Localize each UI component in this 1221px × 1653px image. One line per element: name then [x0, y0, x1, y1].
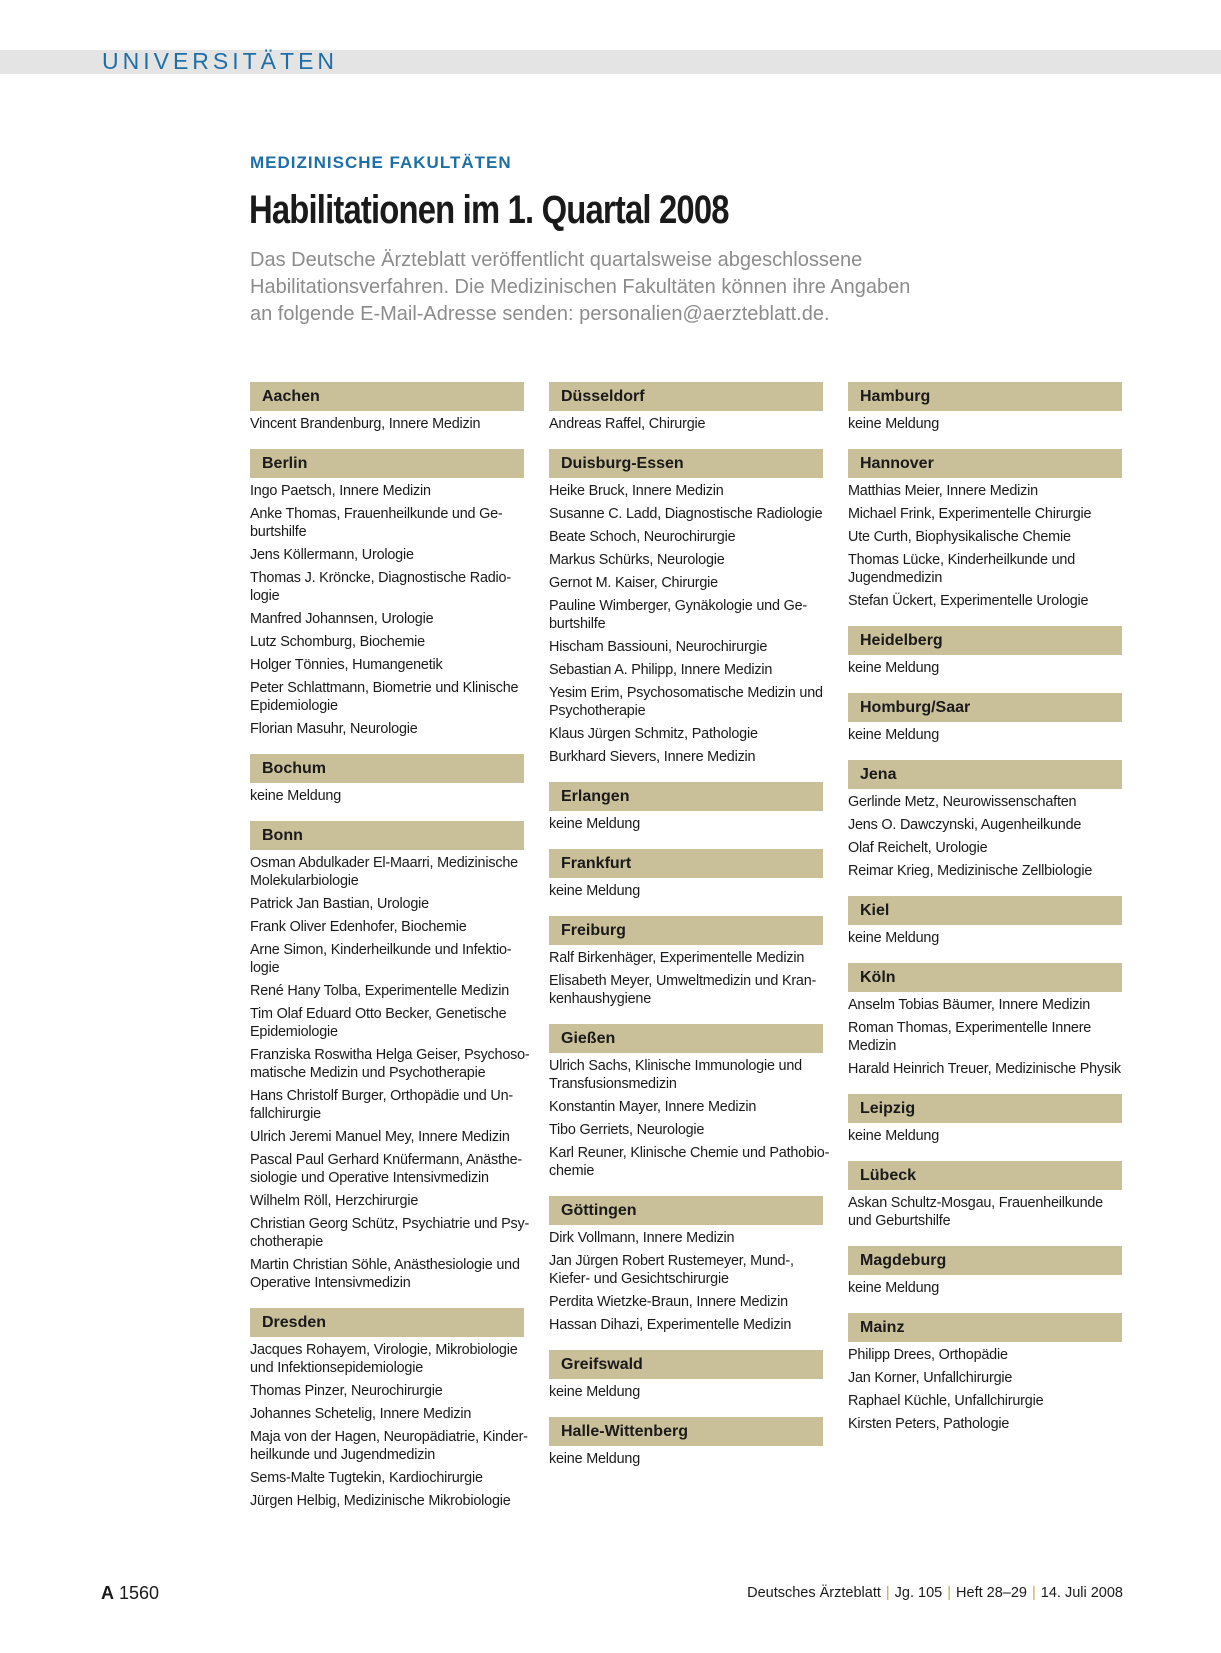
habilitation-entry: [848, 1415, 1122, 1433]
habilitation-entry: [848, 726, 1122, 744]
entry-line: Askan Schultz-Mosgau, Frauenheilkunde: [848, 1195, 1103, 1211]
lead-line: Habilitationsverfahren. Die Medizinischen Fakultäten können ihre Angaben: [250, 276, 911, 298]
faculty-block: [549, 916, 823, 1008]
habilitation-entry: [848, 415, 1122, 433]
entry-line: logie: [250, 960, 280, 976]
faculty-block: [549, 849, 823, 900]
habilitation-entry: [250, 1341, 524, 1377]
entry-line: Frank Oliver Edenhofer, Biochemie: [250, 919, 467, 935]
habilitation-entry: [848, 1392, 1122, 1410]
faculty-block: [549, 1196, 823, 1334]
habilitation-entry: [848, 929, 1122, 947]
entry-line: keine Meldung: [848, 1128, 940, 1144]
entry-line: und Infektionsepidemiologie: [250, 1360, 424, 1376]
habilitation-entry: [250, 482, 524, 500]
entry-line: keine Meldung: [549, 883, 641, 899]
faculty-block: [848, 1161, 1122, 1230]
journal-citation: [747, 1585, 1123, 1601]
habilitation-entry: [848, 1060, 1122, 1078]
habilitation-entry: [250, 415, 524, 433]
habilitation-entry: [250, 720, 524, 738]
habilitation-entry: [549, 1121, 823, 1139]
habilitation-entry: [848, 816, 1122, 834]
entry-line: Konstantin Mayer, Innere Medizin: [549, 1099, 757, 1115]
journal-issue: Heft 28–29: [956, 1585, 1027, 1601]
entry-line: Pauline Wimberger, Gynäkologie und Ge-: [549, 598, 807, 614]
habilitation-entry: [549, 574, 823, 592]
habilitation-entry: [549, 748, 823, 766]
habilitation-entry: [848, 592, 1122, 610]
habilitation-entry: [250, 1005, 524, 1041]
habilitation-entry: [549, 415, 823, 433]
entry-line: Lutz Schomburg, Biochemie: [250, 634, 425, 650]
faculty-city-heading: Hamburg: [848, 382, 1122, 411]
faculty-block: [250, 449, 524, 738]
entry-line: Sems-Malte Tugtekin, Kardiochirurgie: [250, 1470, 483, 1486]
entry-line: heilkunde und Jugendmedizin: [250, 1447, 436, 1463]
habilitation-entry: [549, 551, 823, 569]
entry-line: Psychotherapie: [549, 703, 646, 719]
entry-line: Ute Curth, Biophysikalische Chemie: [848, 529, 1071, 545]
entry-line: Olaf Reichelt, Urologie: [848, 840, 988, 856]
habilitation-entry: [848, 1346, 1122, 1364]
faculty-city-heading: Köln: [848, 963, 1122, 992]
entry-line: Wilhelm Röll, Herzchirurgie: [250, 1193, 419, 1209]
faculty-city-heading: Gießen: [549, 1024, 823, 1053]
entry-line: Hischam Bassiouni, Neurochirurgie: [549, 639, 768, 655]
habilitation-entry: [848, 839, 1122, 857]
entry-line: fallchirurgie: [250, 1106, 321, 1122]
faculty-city-heading: Dresden: [250, 1308, 524, 1337]
lead-line: Das Deutsche Ärzteblatt veröffentlicht quartalsweise abgeschlossene: [250, 249, 863, 271]
entry-line: keine Meldung: [848, 416, 940, 432]
entry-line: Operative Intensivmedizin: [250, 1275, 411, 1291]
habilitation-entry: [549, 482, 823, 500]
entry-line: Christian Georg Schütz, Psychiatrie und Psy-: [250, 1216, 530, 1232]
habilitation-entry: [250, 1382, 524, 1400]
entry-line: Thomas Lücke, Kinderheilkunde und: [848, 552, 1075, 568]
entry-line: Harald Heinrich Treuer, Medizinische Physik: [848, 1061, 1121, 1077]
entry-line: Perdita Wietzke-Braun, Innere Medizin: [549, 1294, 788, 1310]
habilitation-entry: [848, 1019, 1122, 1055]
entry-line: Patrick Jan Bastian, Urologie: [250, 896, 429, 912]
entry-line: Michael Frink, Experimentelle Chirurgie: [848, 506, 1092, 522]
entry-line: keine Meldung: [848, 660, 940, 676]
faculty-block: [549, 1024, 830, 1180]
entry-line: keine Meldung: [250, 788, 342, 804]
entry-line: burtshilfe: [549, 616, 606, 632]
entry-line: René Hany Tolba, Experimentelle Medizin: [250, 983, 510, 999]
divider: |: [947, 1585, 952, 1601]
entry-line: Markus Schürks, Neurologie: [549, 552, 725, 568]
habilitation-entry: [250, 1492, 524, 1510]
entry-line: Ulrich Sachs, Klinische Immunologie und: [549, 1058, 802, 1074]
entry-line: Andreas Raffel, Chirurgie: [549, 416, 706, 432]
faculty-block: [848, 760, 1122, 880]
entry-line: Ulrich Jeremi Manuel Mey, Innere Medizin: [250, 1129, 510, 1145]
habilitation-entry: [848, 528, 1122, 546]
habilitation-entry: [848, 1194, 1122, 1230]
faculty-block: [848, 1313, 1122, 1433]
column-3: [848, 382, 1122, 1449]
entry-line: Sebastian A. Philipp, Innere Medizin: [549, 662, 773, 678]
entry-line: Vincent Brandenburg, Innere Medizin: [250, 416, 481, 432]
entry-line: kenhaushygiene: [549, 991, 652, 1007]
faculty-city-heading: Lübeck: [848, 1161, 1122, 1190]
entry-line: chemie: [549, 1163, 595, 1179]
faculty-city-heading: Magdeburg: [848, 1246, 1122, 1275]
habilitation-entry: [549, 1316, 823, 1334]
entry-line: Anke Thomas, Frauenheilkunde und Ge-: [250, 506, 503, 522]
faculty-block: [848, 693, 1122, 744]
entry-line: Gernot M. Kaiser, Chirurgie: [549, 575, 718, 591]
faculty-city-heading: Homburg/Saar: [848, 693, 1122, 722]
habilitation-entry: [549, 1057, 823, 1093]
habilitation-entry: [250, 1151, 524, 1187]
habilitation-entry: [549, 1098, 823, 1116]
habilitation-entry: [848, 1279, 1122, 1297]
habilitation-entry: [549, 882, 823, 900]
habilitation-entry: [549, 1293, 823, 1311]
journal-name: Deutsches Ärzteblatt: [747, 1585, 881, 1601]
entry-line: Peter Schlattmann, Biometrie und Klinische: [250, 680, 519, 696]
entry-line: Matthias Meier, Innere Medizin: [848, 483, 1038, 499]
habilitation-entry: [848, 551, 1122, 587]
entry-line: Medizin: [848, 1038, 897, 1054]
faculty-city-heading: Kiel: [848, 896, 1122, 925]
faculty-city-heading: Halle-Wittenberg: [549, 1417, 823, 1446]
faculty-city-heading: Berlin: [250, 449, 524, 478]
entry-line: burtshilfe: [250, 524, 307, 540]
article-lead: [250, 247, 1070, 328]
faculty-city-heading: Frankfurt: [549, 849, 823, 878]
faculty-city-heading: Hannover: [848, 449, 1122, 478]
faculty-block: [549, 382, 823, 433]
habilitation-entry: [250, 1256, 524, 1292]
habilitation-entry: [549, 638, 823, 656]
entry-line: und Geburtshilfe: [848, 1213, 951, 1229]
column-2: [549, 382, 830, 1484]
faculty-block: [848, 896, 1122, 947]
faculty-city-heading: Mainz: [848, 1313, 1122, 1342]
entry-line: Hans Christolf Burger, Orthopädie und Un-: [250, 1088, 513, 1104]
faculty-city-heading: Leipzig: [848, 1094, 1122, 1123]
entry-line: Epidemiologie: [250, 1024, 338, 1040]
faculty-city-heading: Aachen: [250, 382, 524, 411]
habilitation-entry: [549, 972, 823, 1008]
journal-volume: Jg. 105: [894, 1585, 943, 1601]
faculty-block: [250, 754, 524, 805]
habilitation-entry: [250, 1087, 524, 1123]
faculty-block: [549, 782, 823, 833]
entry-line: Heike Bruck, Innere Medizin: [549, 483, 724, 499]
entry-line: Florian Masuhr, Neurologie: [250, 721, 418, 737]
entry-line: Holger Tönnies, Humangenetik: [250, 657, 443, 673]
faculty-city-heading: Erlangen: [549, 782, 823, 811]
entry-line: Johannes Schetelig, Innere Medizin: [250, 1406, 472, 1422]
entry-line: Thomas Pinzer, Neurochirurgie: [250, 1383, 443, 1399]
article-kicker: MEDIZINISCHE FAKULTÄTEN: [250, 153, 512, 172]
habilitation-entry: [549, 1383, 823, 1401]
entry-line: Jan Korner, Unfallchirurgie: [848, 1370, 1013, 1386]
page-prefix: A: [101, 1583, 114, 1603]
habilitation-entry: [250, 787, 524, 805]
entry-line: Philipp Drees, Orthopädie: [848, 1347, 1008, 1363]
habilitation-entry: [250, 633, 524, 651]
entry-line: siologie und Operative Intensivmedizin: [250, 1170, 489, 1186]
faculty-city-heading: Jena: [848, 760, 1122, 789]
entry-line: Martin Christian Söhle, Anästhesiologie und: [250, 1257, 520, 1273]
entry-line: Burkhard Sievers, Innere Medizin: [549, 749, 756, 765]
habilitation-entry: [848, 482, 1122, 500]
entry-line: Jacques Rohayem, Virologie, Mikrobiologie: [250, 1342, 518, 1358]
entry-line: Kiefer- und Gesichtschirurgie: [549, 1271, 729, 1287]
article-title: Habilitationen im 1. Quartal 2008: [249, 188, 729, 232]
faculty-city-heading: Bonn: [250, 821, 524, 850]
faculty-city-heading: Düsseldorf: [549, 382, 823, 411]
entry-line: Ralf Birkenhäger, Experimentelle Medizin: [549, 950, 805, 966]
entry-line: Jens Köllermann, Urologie: [250, 547, 414, 563]
habilitation-entry: [250, 941, 524, 977]
entry-line: Epidemiologie: [250, 698, 338, 714]
habilitation-entry: [549, 1229, 823, 1247]
entry-line: Stefan Ückert, Experimentelle Urologie: [848, 593, 1089, 609]
faculty-city-heading: Greifswald: [549, 1350, 823, 1379]
faculty-city-heading: Freiburg: [549, 916, 823, 945]
habilitation-entry: [250, 546, 524, 564]
habilitation-entry: [549, 949, 823, 967]
entry-line: Jugendmedizin: [848, 570, 943, 586]
entry-line: matische Medizin und Psychotherapie: [250, 1065, 486, 1081]
entry-line: Osman Abdulkader El-Maarri, Medizinische: [250, 855, 518, 871]
habilitation-entry: [250, 918, 524, 936]
entry-line: keine Meldung: [848, 727, 940, 743]
entry-line: Elisabeth Meyer, Umweltmedizin und Kran-: [549, 973, 817, 989]
entry-line: keine Meldung: [549, 1384, 641, 1400]
habilitation-entry: [549, 528, 823, 546]
entry-line: keine Meldung: [549, 1451, 641, 1467]
entry-line: Kirsten Peters, Pathologie: [848, 1416, 1010, 1432]
entry-line: Hassan Dihazi, Experimentelle Medizin: [549, 1317, 792, 1333]
lead-line: an folgende E-Mail-Adresse senden: personalien@aerzteblatt.de.: [250, 303, 830, 325]
faculty-block: [549, 449, 823, 766]
section-title: UNIVERSITÄTEN: [102, 48, 339, 74]
entry-line: Beate Schoch, Neurochirurgie: [549, 529, 736, 545]
faculty-city-heading: Duisburg-Essen: [549, 449, 823, 478]
entry-line: Yesim Erim, Psychosomatische Medizin und: [549, 685, 823, 701]
page-number: [101, 1583, 159, 1604]
entry-line: Jürgen Helbig, Medizinische Mikrobiologie: [250, 1493, 511, 1509]
habilitation-entry: [848, 1369, 1122, 1387]
habilitation-entry: [549, 1252, 823, 1288]
entry-line: Thomas J. Kröncke, Diagnostische Radio-: [250, 570, 511, 586]
habilitation-entry: [250, 895, 524, 913]
faculty-block: [848, 1094, 1122, 1145]
faculty-block: [848, 1246, 1122, 1297]
faculty-block: [848, 963, 1122, 1078]
faculty-city-heading: Göttingen: [549, 1196, 823, 1225]
entry-line: Reimar Krieg, Medizinische Zellbiologie: [848, 863, 1093, 879]
faculty-block: [549, 1350, 823, 1401]
faculty-block: [549, 1417, 823, 1468]
entry-line: Manfred Johannsen, Urologie: [250, 611, 434, 627]
habilitation-entry: [848, 996, 1122, 1014]
habilitation-entry: [250, 854, 524, 890]
entry-line: Arne Simon, Kinderheilkunde und Infektio-: [250, 942, 512, 958]
faculty-block: [848, 626, 1122, 677]
entry-line: Klaus Jürgen Schmitz, Pathologie: [549, 726, 758, 742]
faculty-block: [848, 382, 1122, 433]
habilitation-entry: [549, 505, 823, 523]
habilitation-entry: [549, 815, 823, 833]
journal-date: 14. Juli 2008: [1040, 1585, 1123, 1601]
entry-line: Susanne C. Ladd, Diagnostische Radiologie: [549, 506, 823, 522]
habilitation-entry: [848, 505, 1122, 523]
entry-line: keine Meldung: [848, 1280, 940, 1296]
habilitation-entry: [848, 862, 1122, 880]
habilitation-entry: [549, 597, 823, 633]
faculty-city-heading: Heidelberg: [848, 626, 1122, 655]
entry-line: Karl Reuner, Klinische Chemie und Pathobio-: [549, 1145, 830, 1161]
habilitation-entry: [250, 982, 524, 1000]
faculty-block: [848, 449, 1122, 610]
habilitation-entry: [250, 1428, 528, 1464]
faculty-block: [250, 821, 530, 1292]
faculty-block: [250, 382, 524, 433]
page-number-value: 1560: [119, 1583, 160, 1603]
entry-line: Maja von der Hagen, Neuropädiatrie, Kinder-: [250, 1429, 528, 1445]
habilitation-entry: [549, 661, 823, 679]
habilitation-entry: [250, 1046, 530, 1082]
entry-line: Dirk Vollmann, Innere Medizin: [549, 1230, 735, 1246]
habilitation-entry: [250, 1215, 530, 1251]
entry-line: Gerlinde Metz, Neurowissenschaften: [848, 794, 1077, 810]
entry-line: Jens O. Dawczynski, Augenheilkunde: [848, 817, 1082, 833]
habilitation-entry: [250, 656, 524, 674]
habilitation-entry: [250, 679, 524, 715]
habilitation-entry: [250, 1405, 524, 1423]
entry-line: logie: [250, 588, 280, 604]
entry-line: Jan Jürgen Robert Rustemeyer, Mund-,: [549, 1253, 794, 1269]
habilitation-entry: [549, 684, 823, 720]
habilitation-entry: [549, 1450, 823, 1468]
habilitation-entry: [250, 569, 524, 605]
habilitation-entry: [549, 1144, 830, 1180]
entry-line: Tibo Gerriets, Neurologie: [549, 1122, 705, 1138]
entry-line: Tim Olaf Eduard Otto Becker, Genetische: [250, 1006, 507, 1022]
habilitation-entry: [848, 1127, 1122, 1145]
entry-line: Franziska Roswitha Helga Geiser, Psychoso-: [250, 1047, 530, 1063]
entry-line: keine Meldung: [549, 816, 641, 832]
habilitation-entry: [250, 610, 524, 628]
entry-line: Raphael Küchle, Unfallchirurgie: [848, 1393, 1044, 1409]
divider: |: [1031, 1585, 1036, 1601]
faculty-block: [250, 1308, 528, 1510]
habilitation-entry: [848, 659, 1122, 677]
faculty-city-heading: Bochum: [250, 754, 524, 783]
habilitation-entry: [250, 1469, 524, 1487]
entry-line: Ingo Paetsch, Innere Medizin: [250, 483, 431, 499]
habilitation-entry: [250, 505, 524, 541]
entry-line: Molekularbiologie: [250, 873, 359, 889]
column-1: [250, 382, 530, 1526]
entry-line: Roman Thomas, Experimentelle Innere: [848, 1020, 1092, 1036]
entry-line: Transfusionsmedizin: [549, 1076, 677, 1092]
entry-line: chotherapie: [250, 1234, 324, 1250]
entry-line: Pascal Paul Gerhard Knüfermann, Anästhe-: [250, 1152, 522, 1168]
habilitation-entry: [250, 1128, 524, 1146]
entry-line: keine Meldung: [848, 930, 940, 946]
habilitation-entry: [250, 1192, 524, 1210]
habilitation-entry: [848, 793, 1122, 811]
divider: |: [885, 1585, 890, 1601]
entry-line: Anselm Tobias Bäumer, Innere Medizin: [848, 997, 1091, 1013]
habilitation-entry: [549, 725, 823, 743]
